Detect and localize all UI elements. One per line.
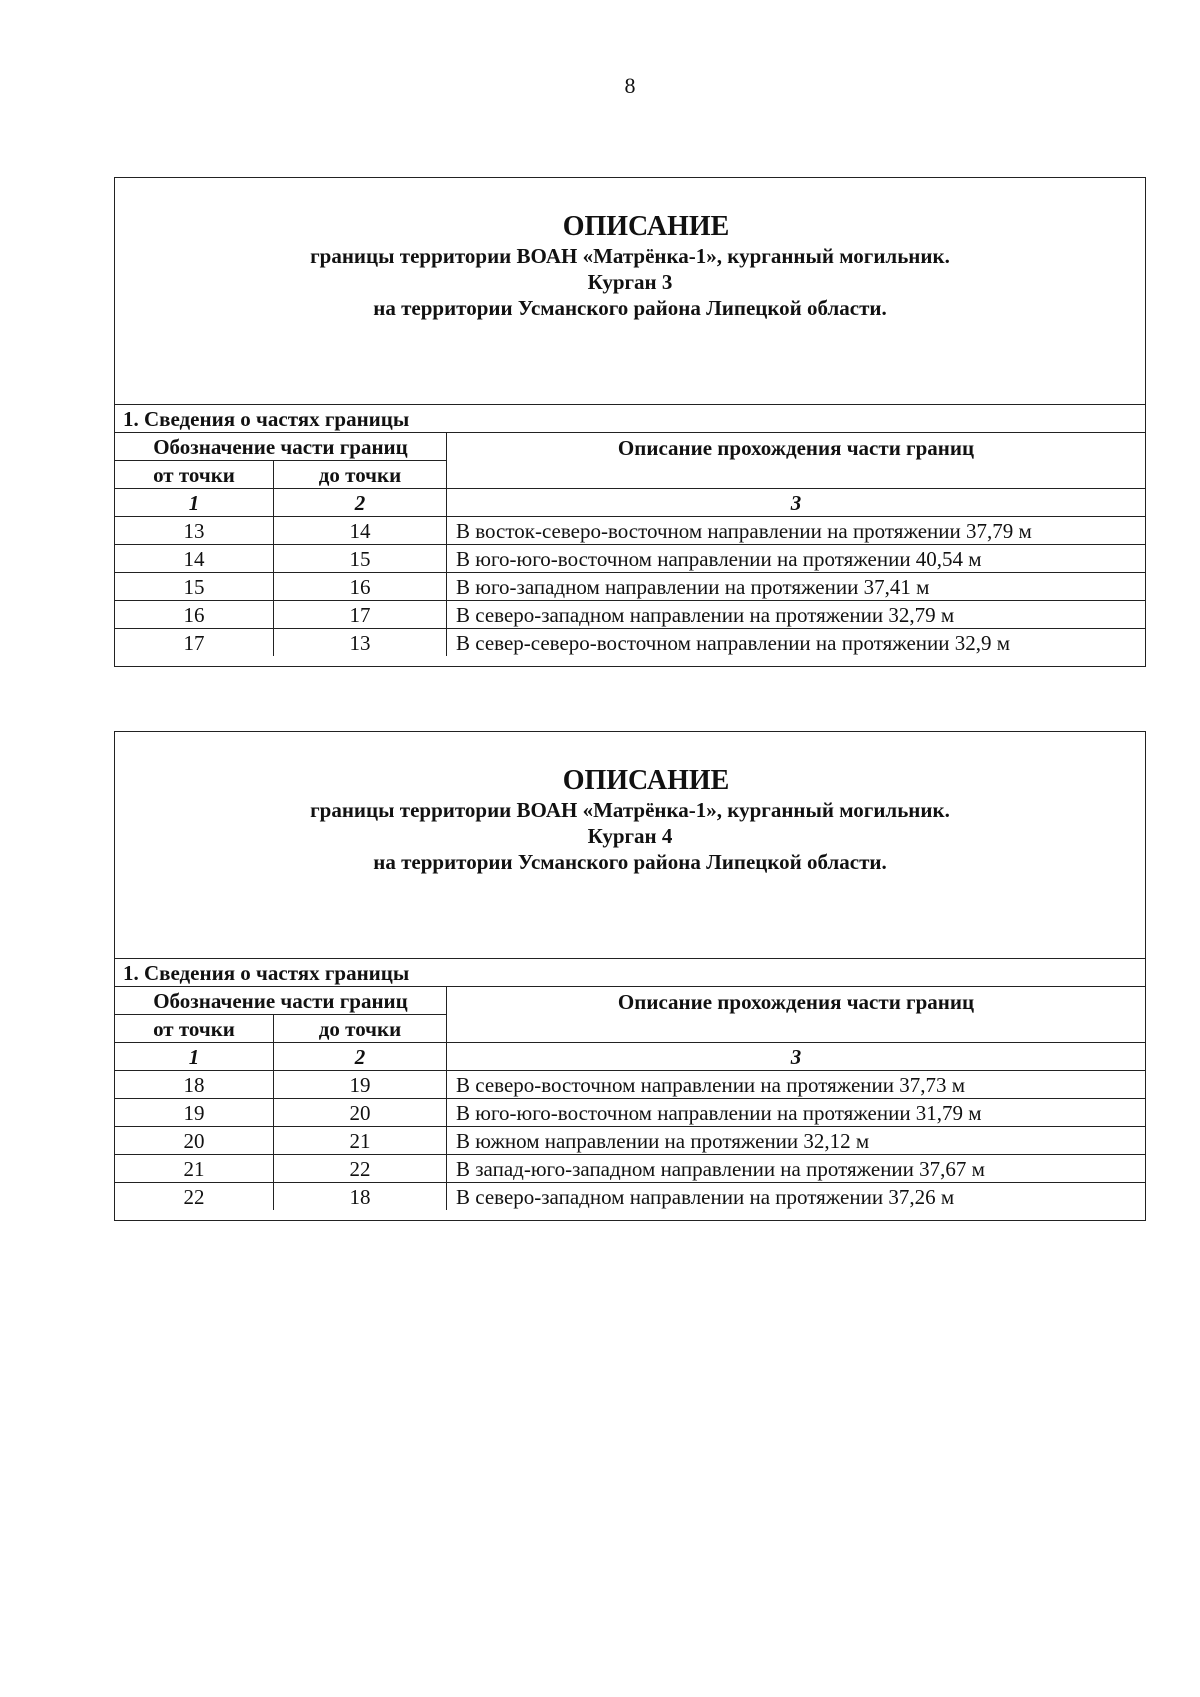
from-point: 14 bbox=[115, 545, 274, 573]
object-name: Курган 3 bbox=[587, 270, 673, 294]
document-title: ОПИСАНИЕ bbox=[562, 765, 730, 796]
object-name: Курган 4 bbox=[587, 824, 673, 848]
table-row bbox=[115, 517, 1145, 545]
to-point: 13 bbox=[274, 629, 447, 657]
col-to-header: до точки bbox=[274, 1015, 447, 1043]
to-point: 16 bbox=[274, 573, 447, 601]
boundary-description-block bbox=[114, 177, 1146, 667]
table-row bbox=[115, 573, 1145, 601]
to-point: 19 bbox=[274, 1071, 447, 1099]
part-description: В восток-северо-восточном направлении на протяжении 37,79 м bbox=[447, 517, 1146, 545]
document-title: ОПИСАНИЕ bbox=[562, 211, 730, 242]
from-point: 21 bbox=[115, 1155, 274, 1183]
from-point: 19 bbox=[115, 1099, 274, 1127]
document-subtitle: границы территории ВОАН «Матрёнка-1», курганный могильник. bbox=[310, 244, 950, 268]
table-row bbox=[115, 1155, 1145, 1183]
col-group-header: Обозначение части границ bbox=[115, 987, 447, 1015]
col-to-header: до точки bbox=[274, 461, 447, 489]
document-subtitle: границы территории ВОАН «Матрёнка-1», курганный могильник. bbox=[310, 798, 950, 822]
block-header bbox=[115, 732, 1145, 959]
column-number: 1 bbox=[115, 489, 274, 517]
table-row bbox=[115, 545, 1145, 573]
header-row bbox=[115, 433, 1145, 461]
col-description-header: Описание прохождения части границ bbox=[447, 987, 1146, 1043]
part-description: В запад-юго-западном направлении на протяжении 37,67 м bbox=[447, 1155, 1146, 1183]
from-point: 16 bbox=[115, 601, 274, 629]
from-point: 17 bbox=[115, 629, 274, 657]
section-title: 1. Сведения о частях границы bbox=[115, 959, 1145, 987]
column-number-row bbox=[115, 489, 1145, 517]
table-row bbox=[115, 1127, 1145, 1155]
to-point: 22 bbox=[274, 1155, 447, 1183]
header-row bbox=[115, 987, 1145, 1015]
table-row bbox=[115, 629, 1145, 657]
column-number: 1 bbox=[115, 1043, 274, 1071]
table-row bbox=[115, 1071, 1145, 1099]
part-description: В юго-западном направлении на протяжении 37,41 м bbox=[447, 573, 1146, 601]
column-number: 3 bbox=[447, 1043, 1146, 1071]
location-line: на территории Усманского района Липецкой области. bbox=[373, 296, 887, 320]
boundary-parts-table bbox=[115, 959, 1145, 1210]
col-group-header: Обозначение части границ bbox=[115, 433, 447, 461]
page-number: 8 bbox=[624, 73, 636, 98]
part-description: В северо-западном направлении на протяжении 32,79 м bbox=[447, 601, 1146, 629]
boundary-description-block bbox=[114, 731, 1146, 1221]
column-number: 3 bbox=[447, 489, 1146, 517]
block-header bbox=[115, 178, 1145, 405]
boundary-parts-table bbox=[115, 405, 1145, 656]
from-point: 20 bbox=[115, 1127, 274, 1155]
to-point: 17 bbox=[274, 601, 447, 629]
to-point: 20 bbox=[274, 1099, 447, 1127]
part-description: В юго-юго-восточном направлении на протяжении 40,54 м bbox=[447, 545, 1146, 573]
section-title: 1. Сведения о частях границы bbox=[115, 405, 1145, 433]
col-description-header: Описание прохождения части границ bbox=[447, 433, 1146, 489]
from-point: 13 bbox=[115, 517, 274, 545]
part-description: В северо-западном направлении на протяжении 37,26 м bbox=[447, 1183, 1146, 1211]
to-point: 18 bbox=[274, 1183, 447, 1211]
part-description: В северо-восточном направлении на протяжении 37,73 м bbox=[447, 1071, 1146, 1099]
column-number-row bbox=[115, 1043, 1145, 1071]
table-row bbox=[115, 1183, 1145, 1211]
col-from-header: от точки bbox=[115, 461, 274, 489]
part-description: В южном направлении на протяжении 32,12 м bbox=[447, 1127, 1146, 1155]
from-point: 15 bbox=[115, 573, 274, 601]
part-description: В север-северо-восточном направлении на протяжении 32,9 м bbox=[447, 629, 1146, 657]
to-point: 14 bbox=[274, 517, 447, 545]
to-point: 21 bbox=[274, 1127, 447, 1155]
table-row bbox=[115, 1099, 1145, 1127]
column-number: 2 bbox=[274, 1043, 447, 1071]
section-title-row bbox=[115, 405, 1145, 433]
from-point: 18 bbox=[115, 1071, 274, 1099]
from-point: 22 bbox=[115, 1183, 274, 1211]
part-description: В юго-юго-восточном направлении на протяжении 31,79 м bbox=[447, 1099, 1146, 1127]
section-title-row bbox=[115, 959, 1145, 987]
location-line: на территории Усманского района Липецкой области. bbox=[373, 850, 887, 874]
to-point: 15 bbox=[274, 545, 447, 573]
table-row bbox=[115, 601, 1145, 629]
column-number: 2 bbox=[274, 489, 447, 517]
col-from-header: от точки bbox=[115, 1015, 274, 1043]
